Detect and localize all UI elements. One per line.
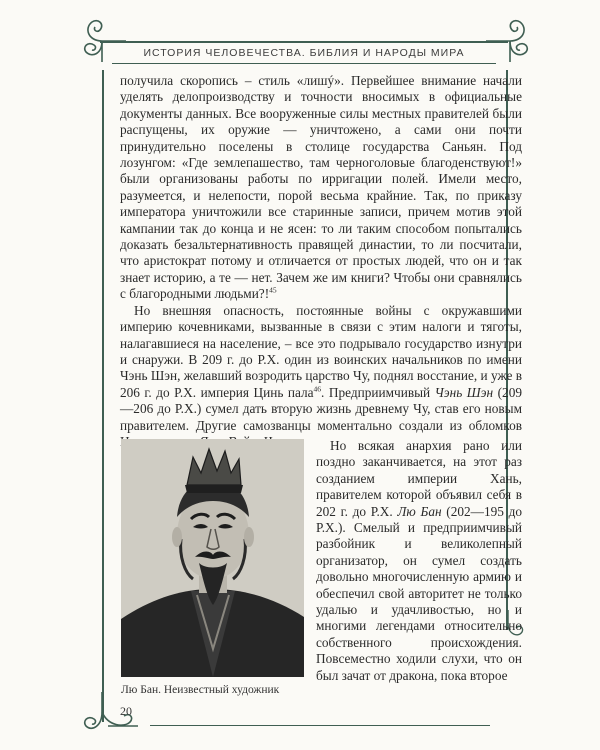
paragraph-2-text-b: . Предприимчивый (321, 384, 435, 400)
paragraph-1 (120, 73, 522, 303)
running-header: ИСТОРИЯ ЧЕЛОВЕЧЕСТВА. БИБЛИЯ И НАРОДЫ МИРА (143, 47, 465, 59)
side-column-text (316, 438, 522, 684)
portrait-liu-bang (121, 439, 304, 677)
portrait-drawing (121, 439, 304, 677)
paragraph-1-text: получила скоропись – стиль «лишý». Первейшее внимание начали уделять делопроизводству и точности вносимых в официальные документы данных. Все вооруженные силы местных правителей были распущены, их оружие — уничтожено, а сами они почти принудительно поселены в столице государства Саньян. Под лозунгом: «Где землепашество, там черноголовые благоденствуют!» были организованы работы по ирригации полей. Имели место, разумеется, и нелепости, порой весьма крайние. Так, по приказу императора уничтожили все старинные записи, причем мотив этой кампании так до конца и не ясен: то ли таким способом попытались доказать безальтернативность правящей династии, то ли посчитали, что аристократ потому и отличается от простых людей, что он и так знает историю, а те — нет. Зачем же им книги? Чтобы они сравнялись с благородными людьми?! (120, 73, 522, 302)
paragraph-2-text-a: Но внешняя опасность, постоянные войны с окружавшими империю кочевниками, вызванные в связи с этим налоги и тяготы, налагавшиеся на население, – все это подрывало государство изнутри и снаружи. В 209 г. до Р.Х. один из воинских начальников по имени Чэнь Шэн, желавший возродить царство Чу, поднял восстание, и уже в 206 г. до Р.Х. империя Цинь пала (120, 302, 522, 400)
paragraph-3-text-b: (202—195 до Р.Х.). Смелый и предприимчивый разбойник и великолепный организатор, он сумел создать довольно многочисленную армию и обеспечил свой авторитет не только удалью и удачливостью, но и многими легендами относительно собственного происхождения. Повсеместно ходили слухи, что он был зачат от дракона, пока второе (316, 503, 522, 683)
frame-top-rule (100, 41, 508, 43)
frame-bottom-rule (150, 725, 490, 726)
frame-left-rule (102, 70, 104, 722)
paragraph-2-text-c: (209—206 до Р.Х.) сумел дать вторую жизнь древнему Чу, став его новым правителем. Другие самозванцы моментально создали из обломков (120, 384, 523, 433)
page-number: 20 (120, 704, 132, 718)
footnote-ref-46[interactable]: 46 (313, 384, 322, 394)
figure-caption: Лю Бан. Неизвестный художник (121, 684, 280, 696)
paragraph-2 (120, 303, 522, 451)
main-text (120, 73, 522, 450)
ruler-name-chen-sheng: Чэнь Шэн (434, 384, 494, 400)
frame-header-rule (112, 63, 496, 64)
paragraph-3 (316, 438, 522, 684)
footnote-ref-45[interactable]: 45 (269, 285, 277, 295)
paragraph-3-text-a: Но всякая анархия рано или поздно заканчивается, на этот раз созданием империи Хань, правителем которой объявил себя в 202 г. до Р.Х. (316, 438, 522, 519)
ruler-name-liu-bang: Лю Бан (397, 503, 442, 519)
